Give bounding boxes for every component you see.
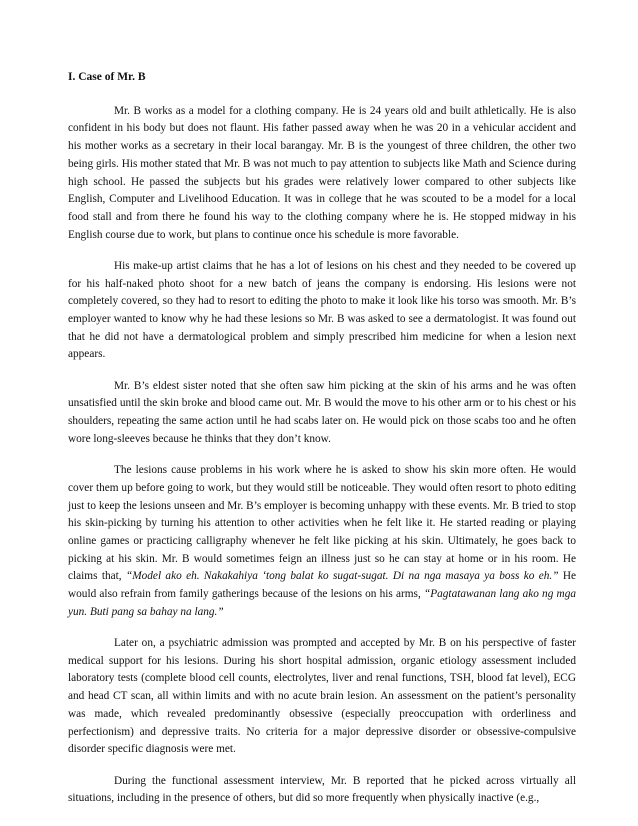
paragraph-background: Mr. B works as a model for a clothing company. He is 24 years old and built athletically. He is also confident in his body but does not flaunt. His father passed away when he was 20 in a vehicular accident and his mother works as a secretary in their local barangay. Mr. B is the youngest of three children, the other two being girls. His mother stated that Mr. B was not much to pay attention to subjects like Math and Science during high school. He passed the subjects but his grades were relatively lower compared to other subjects like English, Computer and Livelihood Education. It was in college that he was scouted to be a model for a local food stall and from there he found his way to the clothing company where he is. He stopped midway in his English course due to work, but plans to continue once his schedule is more favorable. xyxy=(68,104,576,241)
quote-family: “Pagtatawanan lang ako ng mga yun. Buti pang sa bahay na lang.” xyxy=(68,588,576,618)
family-gatherings-text: He would also refrain from family gatherings because of the lesions on his arms, xyxy=(68,570,576,601)
paragraph-sister-observation: Mr. B’s eldest sister noted that she often saw him picking at the skin of his arms and he was often unsatisfied until the skin broke and blood came out. Mr. B would the move to his other arm or to his chest or his shoulders, repeating the same action until he had scabs later on. He would pick on those scabs too and he often wore long-sleeves because he thinks that they don’t know. xyxy=(68,379,576,445)
paragraph-work-problems xyxy=(68,462,576,621)
paragraph-functional-assessment: During the functional assessment interview, Mr. B reported that he picked across virtually all situations, including in the presence of others, but did so more frequently when physically inactive (e.g., xyxy=(68,774,576,805)
quote-model: “Model ako eh. Nakakahiya ‘tong balat ko sugat-sugat. Di na nga masaya ya boss ko eh.” xyxy=(125,570,559,583)
paragraph-psychiatric-admission: Later on, a psychiatric admission was prompted and accepted by Mr. B on his perspective of faster medical support for his lesions. During his short hospital admission, organic etiology assessment included laboratory tests (complete blood cell counts, electrolytes, liver and renal functions, TSH, blood fat level), ECG and head CT scan, all within limits and with no acute brain lesion. An assessment on the patient’s personality was made, which revealed predominantly obsessive (especially preoccupation with orderliness and perfectionism) and depressive traits. No criteria for a major depressive disorder or obsessive-compulsive disorder specific diagnosis were met. xyxy=(68,637,576,756)
paragraph-makeup-artist: His make-up artist claims that he has a lot of lesions on his chest and they needed to be covered up for his half-naked photo shoot for a new batch of jeans the company is endorsing. His lesions were not completely covered, so they had to resort to editing the photo to make it look like his torso was smooth. Mr. B’s employer wanted to know why he had these lesions so Mr. B was asked to see a dermatologist. It was found out that he did not have a dermatological problem and simply prescribed him medicine for when a lesion next appears. xyxy=(68,259,576,361)
work-problems-text: The lesions cause problems in his work where he is asked to show his skin more often. He would cover them up before going to work, but they would still be noticeable. They would often resort to photo editing just to keep the lesions unseen and Mr. B’s employer is becoming unhappy with these events. Mr. B tried to stop his skin-picking by turning his attention to other activities when he felt like it. He started reading or playing online games or practicing calligraphy whenever he felt like picking at his skin. Ultimately, he goes back to picking at his skin. Mr. B would sometimes feign an illness just so he can stay at home or in his room. He claims that, xyxy=(68,464,576,583)
case-heading: I. Case of Mr. B xyxy=(68,71,146,83)
